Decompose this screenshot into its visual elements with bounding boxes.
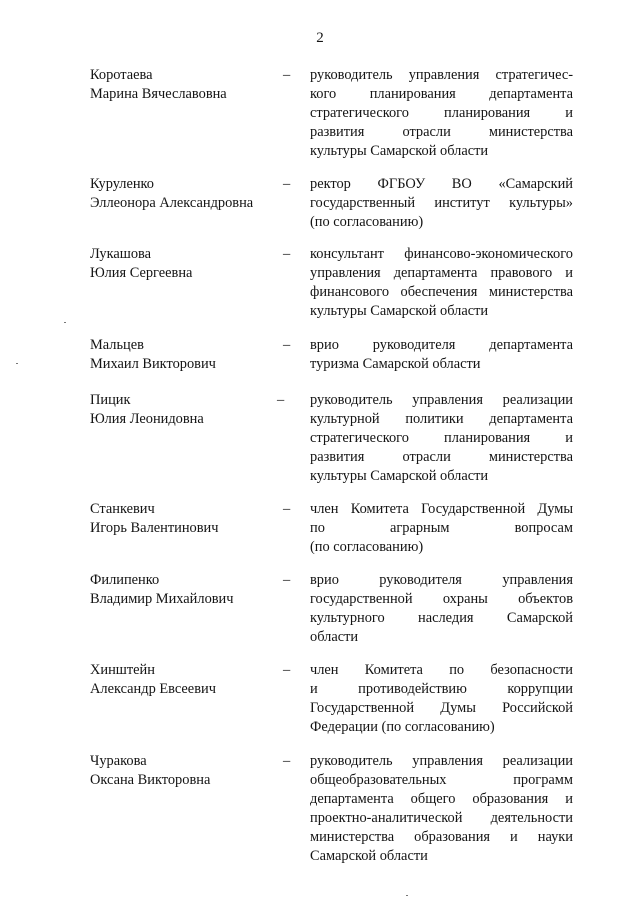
- member-surname: Чуракова: [90, 753, 147, 769]
- position-line: культуры Самарской области: [310, 303, 489, 319]
- member-surname: Куруленко: [90, 176, 155, 192]
- position-line: руководитель управления реализации: [310, 753, 573, 769]
- member-name: [90, 571, 280, 609]
- member-name: [90, 175, 280, 213]
- member-position: [310, 245, 573, 321]
- separator-dash: –: [283, 501, 291, 517]
- member-given-names: Игорь Валентинович: [90, 520, 219, 536]
- member-position: [310, 391, 573, 486]
- scan-speck: [16, 363, 18, 364]
- member-name: [90, 752, 280, 790]
- member-name: [90, 245, 280, 283]
- member-name: [90, 336, 280, 374]
- member-given-names: Юлия Сергеевна: [90, 265, 193, 281]
- position-line: стратегического планирования и: [310, 105, 573, 121]
- separator-dash: –: [283, 662, 291, 678]
- position-line: кого планирования департамента: [310, 86, 573, 102]
- separator-dash: –: [283, 67, 291, 83]
- position-line: развития отрасли министерства: [310, 449, 573, 465]
- member-position: [310, 66, 573, 161]
- page-number: 2: [316, 30, 324, 46]
- position-line: (по согласованию): [310, 214, 424, 230]
- separator-dash: –: [283, 753, 291, 769]
- position-line: врио руководителя департамента: [310, 337, 573, 353]
- position-line: член Комитета Государственной Думы: [310, 501, 573, 517]
- position-line: член Комитета по безопасности: [310, 662, 573, 678]
- separator-dash: –: [283, 337, 291, 353]
- position-line: культурной политики департамента: [310, 411, 573, 427]
- position-line: управления департамента правового и: [310, 265, 573, 281]
- member-name: [90, 661, 280, 699]
- position-line: и противодействию коррупции: [310, 681, 573, 697]
- separator-dash: –: [283, 572, 291, 588]
- separator-dash: –: [283, 246, 291, 262]
- member-given-names: Эллеонора Александровна: [90, 195, 254, 211]
- position-line: государственный институт культуры»: [310, 195, 573, 211]
- member-surname: Коротаева: [90, 67, 153, 83]
- position-line: общеобразовательных программ: [310, 772, 573, 788]
- member-name: [90, 500, 280, 538]
- position-line: по аграрным вопросам: [310, 520, 573, 536]
- member-surname: Станкевич: [90, 501, 155, 517]
- position-line: руководитель управления реализации: [310, 392, 573, 408]
- member-position: [310, 571, 573, 647]
- member-given-names: Юлия Леонидовна: [90, 411, 204, 427]
- position-line: Государственной Думы Российской: [310, 700, 573, 716]
- member-name: [90, 66, 280, 104]
- position-line: Федерации (по согласованию): [310, 719, 495, 735]
- position-line: развития отрасли министерства: [310, 124, 573, 140]
- position-line: культуры Самарской области: [310, 468, 489, 484]
- member-position: [310, 500, 573, 557]
- member-surname: Хинштейн: [90, 662, 155, 678]
- member-position: [310, 175, 573, 232]
- member-position: [310, 336, 573, 374]
- position-line: области: [310, 629, 359, 645]
- member-position: [310, 752, 573, 866]
- position-line: культурного наследия Самарской: [310, 610, 573, 626]
- position-line: консультант финансово-экономического: [310, 246, 573, 262]
- position-line: министерства образования и науки: [310, 829, 573, 845]
- separator-dash: –: [283, 176, 291, 192]
- position-line: финансового обеспечения министерства: [310, 284, 573, 300]
- member-surname: Пицик: [90, 392, 131, 408]
- position-line: культуры Самарской области: [310, 143, 489, 159]
- member-given-names: Владимир Михайлович: [90, 591, 234, 607]
- position-line: проектно-аналитической деятельности: [310, 810, 573, 826]
- member-given-names: Марина Вячеславовна: [90, 86, 227, 102]
- position-line: Самарской области: [310, 848, 428, 864]
- position-line: государственной охраны объектов: [310, 591, 573, 607]
- member-surname: Мальцев: [90, 337, 144, 353]
- member-given-names: Александр Евсеевич: [90, 681, 216, 697]
- position-line: департамента общего образования и: [310, 791, 573, 807]
- position-line: стратегического планирования и: [310, 430, 573, 446]
- position-line: руководитель управления стратегичес-: [310, 67, 573, 83]
- position-line: (по согласованию): [310, 539, 424, 555]
- member-given-names: Михаил Викторович: [90, 356, 216, 372]
- member-position: [310, 661, 573, 737]
- member-given-names: Оксана Викторовна: [90, 772, 211, 788]
- member-name: [90, 391, 280, 429]
- scan-speck: [406, 895, 408, 896]
- scan-speck: [64, 322, 66, 323]
- member-surname: Филипенко: [90, 572, 160, 588]
- position-line: врио руководителя управления: [310, 572, 573, 588]
- separator-dash: –: [277, 392, 285, 408]
- position-line: туризма Самарской области: [310, 356, 481, 372]
- member-surname: Лукашова: [90, 246, 152, 262]
- position-line: ректор ФГБОУ ВО «Самарский: [310, 176, 573, 192]
